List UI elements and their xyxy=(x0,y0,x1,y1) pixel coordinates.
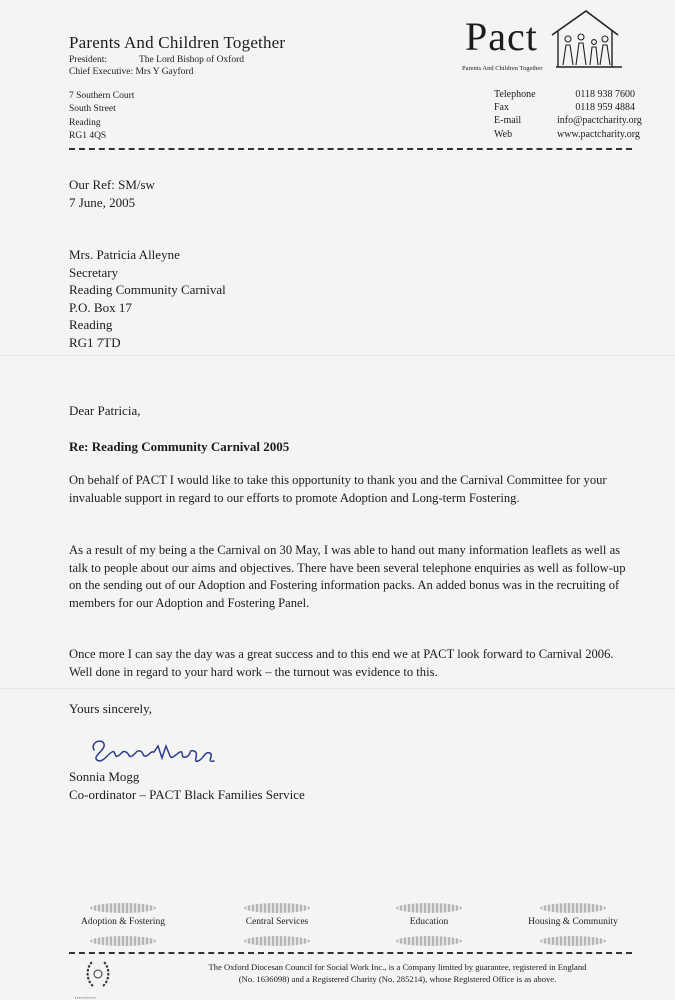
address-line: Reading xyxy=(69,117,101,128)
department-education xyxy=(369,903,489,947)
address-line: South Street xyxy=(69,104,116,115)
recipient-line: Mrs. Patricia Alleyne xyxy=(69,247,180,262)
department-housing-community xyxy=(513,903,633,947)
sender-address xyxy=(69,90,134,143)
dept-oval xyxy=(396,936,462,946)
email-label: E-mail xyxy=(494,115,522,127)
signatory-name: Sonnia Mogg xyxy=(69,769,140,784)
footer-line: The Oxford Diocesan Council for Social Work Inc., is a Company limited by guarantee, registered in England xyxy=(208,962,587,972)
dept-oval xyxy=(244,936,310,946)
web-label: Web xyxy=(494,128,513,140)
contact-details xyxy=(494,88,642,141)
telephone-value: 0118 938 7600 xyxy=(575,89,635,100)
chief-executive: Chief Executive: Mrs Y Gayford xyxy=(69,67,194,77)
recipient-address xyxy=(69,246,226,351)
handwritten-signature xyxy=(88,734,228,764)
president-value: The Lord Bishop of Oxford xyxy=(139,55,245,65)
recipient-line: P.O. Box 17 xyxy=(69,299,132,315)
dept-oval xyxy=(540,903,606,913)
letterhead-divider xyxy=(69,148,632,150)
our-reference: Our Ref: SM/sw xyxy=(69,177,155,192)
recipient-line: Secretary xyxy=(69,264,119,280)
footer-line: (No. 1636098) and a Registered Charity (No. 285214), whose Registered Office is as above. xyxy=(238,974,557,984)
dept-oval xyxy=(244,903,310,913)
department-label: Housing & Community xyxy=(528,917,618,927)
logo-wordmark: Pact xyxy=(465,14,538,59)
body-paragraph: As a result of my being a the Carnival on 30 May, I was able to hand out many information leaflets as well as talk to people about our aims and objectives. There have been several telephone enquiries as well as follow-up on the sending out of our Adoption and Fostering information packs. An added bonus was in the recruiting of members for our Adoption and Fostering Panel. xyxy=(69,543,626,610)
organisation-name: Parents And Children Together xyxy=(69,33,286,52)
telephone-label: Telephone xyxy=(494,89,536,100)
dept-oval xyxy=(396,903,462,913)
department-label: Adoption & Fostering xyxy=(81,917,165,927)
registration-footer xyxy=(170,961,625,985)
department-central-services xyxy=(217,903,337,947)
signatory-title: Co-ordinator – PACT Black Families Service xyxy=(69,786,305,802)
department-label: Central Services xyxy=(245,917,309,927)
paper-fold-line xyxy=(0,688,675,690)
recipient-line: RG1 7TD xyxy=(69,334,121,350)
signatory xyxy=(69,768,305,803)
dept-oval xyxy=(540,936,606,946)
footer-divider xyxy=(69,952,632,954)
web-value: www.pactcharity.org xyxy=(557,128,640,140)
subject-line: Re: Reading Community Carnival 2005 xyxy=(69,439,290,454)
closing: Yours sincerely, xyxy=(69,701,153,716)
body-paragraph: On behalf of PACT I would like to take this opportunity to thank you and the Carnival Committee for your invaluable support in regard to our efforts to promote Adoption and Long-term Fostering. xyxy=(69,473,607,505)
letter-date: 7 June, 2005 xyxy=(69,194,136,210)
address-line: 7 Southern Court xyxy=(69,91,135,101)
paper-fold-line xyxy=(0,355,675,357)
wreath-caption-mark: ▪▪▪▪▪▪▪▪▪▪▪ xyxy=(75,995,97,1000)
fax-value: 0118 959 4884 xyxy=(575,102,635,114)
investor-wreath-icon xyxy=(84,958,112,992)
dept-oval xyxy=(90,903,156,913)
body-paragraph: Once more I can say the day was a great success and to this end we at PACT look forward to Carnival 2006. Well done in regard to your hard work – the turnout was evidence to this. xyxy=(69,647,614,679)
dept-oval xyxy=(90,936,156,946)
email-value: info@pactcharity.org xyxy=(557,115,642,127)
salutation: Dear Patricia, xyxy=(69,403,141,418)
pact-logo xyxy=(460,9,632,75)
logo-tagline: Parents And Children Together xyxy=(462,65,543,72)
address-line: RG1 4QS xyxy=(69,130,107,141)
president-label: President: xyxy=(69,55,107,65)
recipient-line: Reading Community Carnival xyxy=(69,282,226,297)
recipient-line: Reading xyxy=(69,317,113,332)
reference-block xyxy=(69,176,155,211)
fax-label: Fax xyxy=(494,102,509,114)
department-label: Education xyxy=(409,917,449,927)
department-adoption-fostering xyxy=(63,903,183,947)
